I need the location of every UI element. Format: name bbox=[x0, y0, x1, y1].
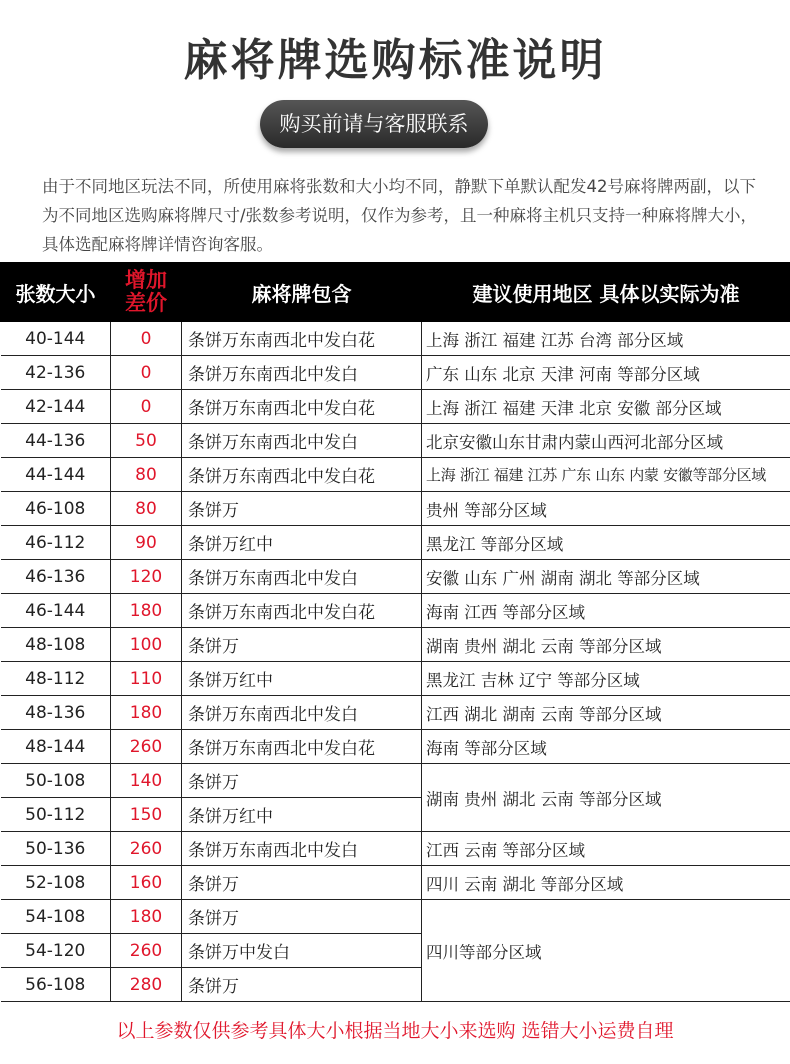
mahjong-spec-table bbox=[0, 262, 790, 1002]
table-row bbox=[1, 730, 790, 764]
table-row bbox=[1, 594, 790, 628]
table-row bbox=[1, 526, 790, 560]
price-cell: 0 bbox=[111, 322, 182, 356]
price-cell: 0 bbox=[111, 390, 182, 424]
table-row bbox=[1, 628, 790, 662]
region-cell: 海南 等部分区域 bbox=[422, 730, 790, 764]
table-row bbox=[1, 424, 790, 458]
tiles-cell: 条饼万 bbox=[182, 900, 422, 934]
tiles-cell: 条饼万东南西北中发白花 bbox=[182, 322, 422, 356]
size-cell: 50-136 bbox=[1, 832, 111, 866]
size-cell: 46-112 bbox=[1, 526, 111, 560]
size-cell: 48-108 bbox=[1, 628, 111, 662]
tiles-cell: 条饼万 bbox=[182, 866, 422, 900]
price-cell: 0 bbox=[111, 356, 182, 390]
size-cell: 46-108 bbox=[1, 492, 111, 526]
table-header-row bbox=[1, 263, 790, 322]
region-cell: 江西 云南 等部分区域 bbox=[422, 832, 790, 866]
region-cell: 广东 山东 北京 天津 河南 等部分区域 bbox=[422, 356, 790, 390]
region-cell: 海南 江西 等部分区域 bbox=[422, 594, 790, 628]
tiles-cell: 条饼万东南西北中发白花 bbox=[182, 390, 422, 424]
page-title: 麻将牌选购标准说明 bbox=[183, 35, 607, 86]
size-cell: 48-136 bbox=[1, 696, 111, 730]
table-row bbox=[1, 866, 790, 900]
price-cell: 280 bbox=[111, 968, 182, 1002]
tiles-cell: 条饼万东南西北中发白 bbox=[182, 696, 422, 730]
size-cell: 44-136 bbox=[1, 424, 111, 458]
size-cell: 40-144 bbox=[1, 322, 111, 356]
price-cell: 150 bbox=[111, 798, 182, 832]
region-cell-merged: 四川等部分区域 bbox=[422, 900, 790, 1002]
region-cell: 安徽 山东 广州 湖南 湖北 等部分区域 bbox=[422, 560, 790, 594]
size-cell: 50-112 bbox=[1, 798, 111, 832]
region-cell: 江西 湖北 湖南 云南 等部分区域 bbox=[422, 696, 790, 730]
footer-notice: 以上参数仅供参考具体大小根据当地大小来选购 选错大小运费自理 bbox=[116, 1020, 674, 1042]
size-cell: 46-144 bbox=[1, 594, 111, 628]
region-cell: 黑龙江 吉林 辽宁 等部分区域 bbox=[422, 662, 790, 696]
tiles-cell: 条饼万红中 bbox=[182, 526, 422, 560]
table-row bbox=[1, 458, 790, 492]
tiles-cell: 条饼万东南西北中发白花 bbox=[182, 730, 422, 764]
price-cell: 160 bbox=[111, 866, 182, 900]
header-price-line1: 增加 bbox=[125, 268, 167, 292]
table-row bbox=[1, 764, 790, 798]
tiles-cell: 条饼万 bbox=[182, 628, 422, 662]
price-cell: 80 bbox=[111, 492, 182, 526]
table-row bbox=[1, 560, 790, 594]
region-cell: 黑龙江 等部分区域 bbox=[422, 526, 790, 560]
size-cell: 52-108 bbox=[1, 866, 111, 900]
intro-text: 由于不同地区玩法不同，所使用麻将张数和大小均不同，静默下单默认配发42号麻将牌两副，以下为不同地区选购麻将牌尺寸/张数参考说明，仅作为参考，且一种麻将主机只支持一种麻将牌大小，具体选配麻将牌详情咨询客服。 bbox=[42, 177, 758, 254]
size-cell: 48-144 bbox=[1, 730, 111, 764]
size-cell: 50-108 bbox=[1, 764, 111, 798]
price-cell: 180 bbox=[111, 594, 182, 628]
table-row bbox=[1, 356, 790, 390]
region-cell: 上海 浙江 福建 天津 北京 安徽 部分区域 bbox=[422, 390, 790, 424]
contact-service-badge: 购买前请与客服联系 bbox=[260, 100, 488, 148]
tiles-cell: 条饼万东南西北中发白 bbox=[182, 356, 422, 390]
price-cell: 50 bbox=[111, 424, 182, 458]
tiles-cell: 条饼万红中 bbox=[182, 798, 422, 832]
price-cell: 180 bbox=[111, 900, 182, 934]
size-cell: 42-144 bbox=[1, 390, 111, 424]
size-cell: 48-112 bbox=[1, 662, 111, 696]
price-cell: 260 bbox=[111, 832, 182, 866]
price-cell: 260 bbox=[111, 730, 182, 764]
header-region: 建议使用地区 具体以实际为准 bbox=[422, 263, 790, 322]
size-cell: 54-108 bbox=[1, 900, 111, 934]
table-row bbox=[1, 662, 790, 696]
size-cell: 46-136 bbox=[1, 560, 111, 594]
header-tiles: 麻将牌包含 bbox=[182, 263, 422, 322]
price-cell: 180 bbox=[111, 696, 182, 730]
header-size: 张数大小 bbox=[1, 263, 111, 322]
header-price bbox=[111, 263, 182, 322]
table-row bbox=[1, 322, 790, 356]
tiles-cell: 条饼万中发白 bbox=[182, 934, 422, 968]
size-cell: 54-120 bbox=[1, 934, 111, 968]
price-cell: 260 bbox=[111, 934, 182, 968]
region-cell: 湖南 贵州 湖北 云南 等部分区域 bbox=[422, 628, 790, 662]
table-row bbox=[1, 832, 790, 866]
tiles-cell: 条饼万 bbox=[182, 764, 422, 798]
tiles-cell: 条饼万东南西北中发白花 bbox=[182, 594, 422, 628]
region-cell: 四川 云南 湖北 等部分区域 bbox=[422, 866, 790, 900]
price-cell: 120 bbox=[111, 560, 182, 594]
size-cell: 44-144 bbox=[1, 458, 111, 492]
table-row bbox=[1, 900, 790, 934]
tiles-cell: 条饼万 bbox=[182, 968, 422, 1002]
region-cell: 北京安徽山东甘肃内蒙山西河北部分区域 bbox=[422, 424, 790, 458]
region-cell: 贵州 等部分区域 bbox=[422, 492, 790, 526]
price-cell: 140 bbox=[111, 764, 182, 798]
price-cell: 100 bbox=[111, 628, 182, 662]
table-row bbox=[1, 696, 790, 730]
tiles-cell: 条饼万东南西北中发白 bbox=[182, 832, 422, 866]
tiles-cell: 条饼万红中 bbox=[182, 662, 422, 696]
region-cell: 上海 浙江 福建 江苏 广东 山东 内蒙 安徽等部分区域 bbox=[422, 458, 790, 492]
table-row bbox=[1, 492, 790, 526]
header-price-line2: 差价 bbox=[125, 291, 167, 315]
price-cell: 110 bbox=[111, 662, 182, 696]
size-cell: 56-108 bbox=[1, 968, 111, 1002]
price-cell: 80 bbox=[111, 458, 182, 492]
tiles-cell: 条饼万 bbox=[182, 492, 422, 526]
region-cell: 上海 浙江 福建 江苏 台湾 部分区域 bbox=[422, 322, 790, 356]
tiles-cell: 条饼万东南西北中发白 bbox=[182, 424, 422, 458]
size-cell: 42-136 bbox=[1, 356, 111, 390]
table-row bbox=[1, 390, 790, 424]
tiles-cell: 条饼万东南西北中发白 bbox=[182, 560, 422, 594]
tiles-cell: 条饼万东南西北中发白花 bbox=[182, 458, 422, 492]
region-cell-merged: 湖南 贵州 湖北 云南 等部分区域 bbox=[422, 764, 790, 832]
price-cell: 90 bbox=[111, 526, 182, 560]
